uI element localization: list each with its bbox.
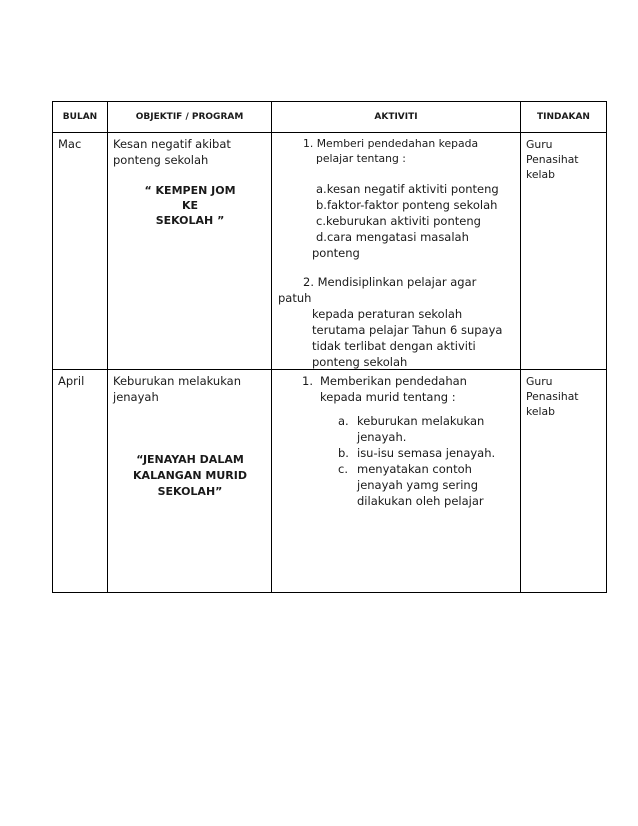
tindakan-line: Penasihat — [526, 153, 579, 166]
aktiviti-sub-letter: a. — [338, 414, 349, 428]
aktiviti-sub-item: b.faktor-faktor ponteng sekolah — [316, 198, 498, 212]
program-title-line: KE — [181, 199, 199, 212]
aktiviti-item: pelajar tentang : — [316, 152, 406, 165]
aktiviti-sub-letter: c. — [338, 462, 348, 476]
aktiviti-item-number: 1. — [302, 374, 313, 388]
aktiviti-item: 2. Mendisiplinkan pelajar agar — [303, 275, 477, 289]
aktiviti-item: Memberikan pendedahan — [320, 374, 467, 388]
bulan-cell — [53, 133, 108, 370]
program-title-line: SEKOLAH ” — [155, 214, 225, 227]
aktiviti-item-cont: ponteng sekolah — [312, 355, 408, 369]
bulan-value: Mac — [58, 137, 82, 151]
aktiviti-cell — [272, 133, 521, 370]
aktiviti-sub-item: dilakukan oleh pelajar — [357, 494, 484, 508]
objektif-cell — [108, 133, 272, 370]
program-title-line: KALANGAN MURID — [133, 469, 247, 482]
tindakan-cell — [521, 370, 607, 593]
tindakan-line: Penasihat — [526, 390, 579, 403]
table-row — [53, 133, 607, 370]
program-title-line: SEKOLAH” — [157, 485, 223, 498]
objektif-line: Kesan negatif akibat — [113, 137, 231, 151]
objektif-cell — [108, 370, 272, 593]
objektif-line: jenayah — [113, 390, 159, 404]
aktiviti-sub-item: isu-isu semasa jenayah. — [357, 446, 496, 460]
header-aktiviti: AKTIVITI — [272, 102, 521, 133]
aktiviti-sub-item: ponteng — [312, 246, 360, 260]
tindakan-line: Guru — [526, 375, 553, 388]
aktiviti-cell — [272, 370, 521, 593]
program-title — [108, 183, 272, 228]
objektif-line: ponteng sekolah — [113, 153, 209, 167]
aktiviti-item-cont: tidak terlibat dengan aktiviti — [312, 339, 476, 353]
program-title-line: “ KEMPEN JOM — [144, 184, 236, 197]
tindakan-line: kelab — [526, 405, 555, 418]
aktiviti-sub-item: jenayah yamg sering — [357, 478, 478, 492]
program-title-line: “JENAYAH DALAM — [136, 453, 244, 466]
activity-plan-table — [52, 101, 607, 593]
tindakan-cell — [521, 133, 607, 370]
table-row — [53, 370, 607, 593]
bulan-cell — [53, 370, 108, 593]
aktiviti-sub-item: a.kesan negatif aktiviti ponteng — [316, 182, 499, 196]
header-row — [53, 102, 607, 133]
aktiviti-item: 1. Memberi pendedahan kepada — [303, 137, 479, 150]
header-objektif-program: OBJEKTIF / PROGRAM — [108, 102, 272, 133]
aktiviti-sub-item: d.cara mengatasi masalah — [316, 230, 469, 244]
aktiviti-sub-item: menyatakan contoh — [357, 462, 472, 476]
aktiviti-item-cont: kepada peraturan sekolah — [312, 307, 463, 321]
aktiviti-item-cont: terutama pelajar Tahun 6 supaya — [312, 323, 503, 337]
objektif-line: Keburukan melakukan — [113, 374, 242, 388]
tindakan-line: Guru — [526, 138, 553, 151]
bulan-value: April — [58, 374, 85, 388]
aktiviti-sub-item: c.keburukan aktiviti ponteng — [316, 214, 481, 228]
program-title — [108, 452, 272, 500]
aktiviti-item: kepada murid tentang : — [320, 390, 456, 404]
aktiviti-sub-item: keburukan melakukan — [357, 414, 485, 428]
tindakan-line: kelab — [526, 168, 555, 181]
header-tindakan: TINDAKAN — [521, 102, 607, 133]
aktiviti-sub-item: jenayah. — [357, 430, 407, 444]
aktiviti-item: patuh — [278, 291, 312, 305]
header-bulan: BULAN — [53, 102, 108, 133]
aktiviti-sub-letter: b. — [338, 446, 349, 460]
